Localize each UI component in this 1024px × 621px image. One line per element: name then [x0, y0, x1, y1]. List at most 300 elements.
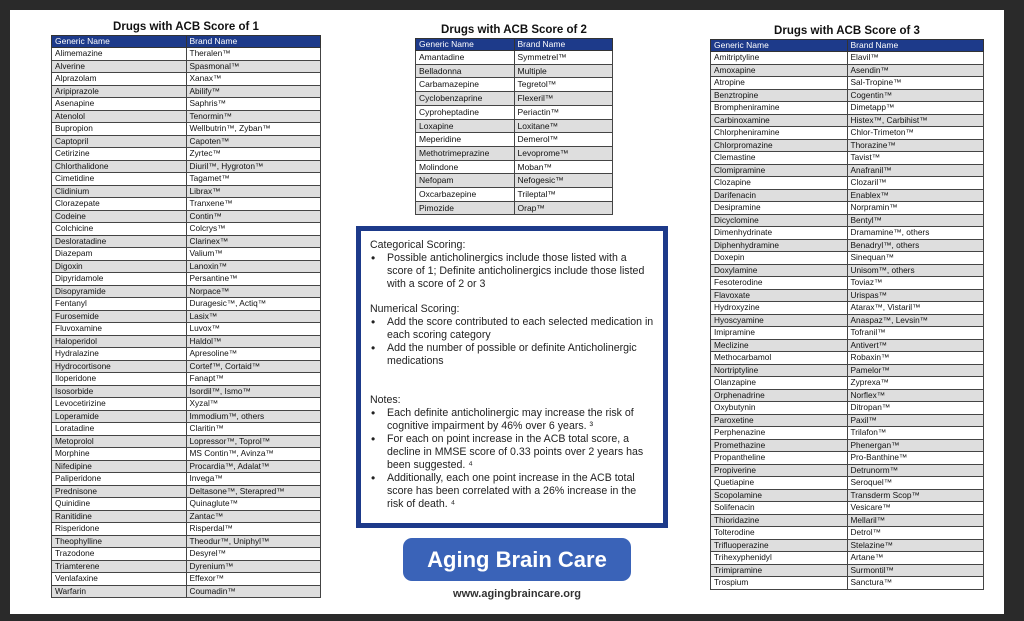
generic-name-cell: Clidinium: [52, 185, 187, 198]
generic-name-cell: Isosorbide: [52, 385, 187, 398]
website-link[interactable]: www.agingbraincare.org: [453, 588, 581, 600]
generic-name-cell: Tolterodine: [711, 527, 848, 540]
table-row: [52, 273, 321, 286]
generic-name-cell: Metoprolol: [52, 435, 187, 448]
generic-name-cell: Loratadine: [52, 423, 187, 436]
table-row: [711, 102, 984, 115]
table-row: [711, 477, 984, 490]
table-row: [711, 339, 984, 352]
generic-name-cell: Levocetirizine: [52, 398, 187, 411]
notes-title: Notes:: [370, 394, 401, 406]
generic-name-cell: Clozapine: [711, 177, 848, 190]
table-row: [52, 135, 321, 148]
generic-name-cell: Molindone: [416, 160, 515, 174]
brand-name-cell: Xyzal™: [186, 398, 321, 411]
table-row: [52, 148, 321, 161]
bullet-item: • Add the number of possible or definite Anticholinergic medications: [387, 342, 654, 368]
generic-name-cell: Fesoterodine: [711, 277, 848, 290]
brand-name-cell: Tranxene™: [186, 198, 321, 211]
brand-name-cell: Theodur™, Uniphyl™: [186, 535, 321, 548]
table-row: [711, 177, 984, 190]
brand-name-cell: Sinequan™: [847, 252, 984, 265]
acb-score-1-section: [51, 19, 321, 598]
generic-name-cell: Dicyclomine: [711, 214, 848, 227]
generic-name-cell: Orphenadrine: [711, 389, 848, 402]
table-row: [711, 352, 984, 365]
bullet-item: • Additionally, each one point increase in the ACB total score has been correlated with a 26% increase in the risk of death. ⁴: [387, 472, 654, 511]
generic-name-cell: Carbinoxamine: [711, 114, 848, 127]
generic-name-cell: Quetiapine: [711, 477, 848, 490]
brand-name-cell: Risperdal™: [186, 523, 321, 536]
table-row: [52, 398, 321, 411]
generic-name-cell: Solifenacin: [711, 502, 848, 515]
brand-name-cell: Sanctura™: [847, 577, 984, 590]
generic-name-cell: Cyclobenzaprine: [416, 92, 515, 106]
generic-name-cell: Prednisone: [52, 485, 187, 498]
table-row: [52, 373, 321, 386]
acb-scale-sheet: [10, 10, 1004, 614]
generic-name-cell: Captopril: [52, 135, 187, 148]
bullet-item: • For each on point increase in the ACB total score, a decline in MMSE score of 0.33 points over 2 years has been suggested. ⁴: [387, 433, 654, 472]
table-row: [711, 314, 984, 327]
table-row: [52, 423, 321, 436]
brand-name-cell: Toviaz™: [847, 277, 984, 290]
brand-name-cell: Artane™: [847, 552, 984, 565]
generic-name-cell: Desipramine: [711, 202, 848, 215]
brand-name-cell: Detrol™: [847, 527, 984, 540]
generic-name-cell: Amantadine: [416, 51, 515, 65]
brand-name-cell: Spasmonal™: [186, 60, 321, 73]
bullet-item: • Add the score contributed to each selected medication in each scoring category: [387, 316, 654, 342]
brand-name-cell: Orap™: [514, 201, 613, 215]
generic-name-cell: Methotrimeprazine: [416, 146, 515, 160]
generic-name-cell: Trihexyphenidyl: [711, 552, 848, 565]
brand-name-cell: Norpace™: [186, 285, 321, 298]
brand-name-cell: Cortef™, Cortaid™: [186, 360, 321, 373]
generic-name-cell: Clemastine: [711, 152, 848, 165]
brand-name-cell: Seroquel™: [847, 477, 984, 490]
generic-name-cell: Desloratadine: [52, 235, 187, 248]
brand-name-cell: Immodium™, others: [186, 410, 321, 423]
table-row: [416, 119, 613, 133]
brand-name-header: Brand Name: [847, 40, 984, 52]
table-row: [711, 427, 984, 440]
table-row: [52, 485, 321, 498]
generic-name-cell: Amoxapine: [711, 64, 848, 77]
table-row: [711, 89, 984, 102]
aging-brain-care-logo: Aging Brain Care: [403, 538, 631, 581]
generic-name-cell: Propiverine: [711, 464, 848, 477]
table-row: [711, 564, 984, 577]
generic-name-cell: Doxepin: [711, 252, 848, 265]
brand-name-cell: Deltasone™, Sterapred™: [186, 485, 321, 498]
table-row: [52, 410, 321, 423]
brand-name-cell: Diuril™, Hygroton™: [186, 160, 321, 173]
generic-name-cell: Meclizine: [711, 339, 848, 352]
table-row: [52, 210, 321, 223]
generic-name-cell: Trifluoperazine: [711, 539, 848, 552]
generic-name-cell: Imipramine: [711, 327, 848, 340]
brand-name-cell: Demerol™: [514, 133, 613, 147]
brand-name-cell: Clarinex™: [186, 235, 321, 248]
brand-name-cell: Dyrenium™: [186, 560, 321, 573]
table-row: [416, 92, 613, 106]
generic-name-cell: Trospium: [711, 577, 848, 590]
generic-name-cell: Clorazepate: [52, 198, 187, 211]
table-row: [711, 264, 984, 277]
brand-name-cell: Valium™: [186, 248, 321, 261]
table-row: [711, 227, 984, 240]
table-row: [52, 323, 321, 336]
brand-name-cell: Colcrys™: [186, 223, 321, 236]
brand-name-cell: Mellaril™: [847, 514, 984, 527]
generic-name-cell: Trimipramine: [711, 564, 848, 577]
generic-name-cell: Trazodone: [52, 548, 187, 561]
brand-name-cell: Tofranil™: [847, 327, 984, 340]
table-row: [711, 514, 984, 527]
table-row: [52, 123, 321, 136]
brand-name-cell: Trilafon™: [847, 427, 984, 440]
generic-name-cell: Asenapine: [52, 98, 187, 111]
generic-name-cell: Furosemide: [52, 310, 187, 323]
brand-name-cell: Asendin™: [847, 64, 984, 77]
acb-score-1-title: Drugs with ACB Score of 1: [113, 21, 259, 33]
table-row: [52, 360, 321, 373]
generic-name-cell: Theophylline: [52, 535, 187, 548]
generic-name-cell: Scopolamine: [711, 489, 848, 502]
generic-name-cell: Warfarin: [52, 585, 187, 598]
brand-name-cell: Desyrel™: [186, 548, 321, 561]
generic-name-cell: Meperidine: [416, 133, 515, 147]
generic-name-cell: Venlafaxine: [52, 573, 187, 586]
table-row: [416, 133, 613, 147]
categorical-scoring-list: [370, 252, 654, 291]
generic-name-cell: Brompheniramine: [711, 102, 848, 115]
brand-name-cell: Bentyl™: [847, 214, 984, 227]
table-row: [416, 188, 613, 202]
table-row: [52, 235, 321, 248]
generic-name-header: Generic Name: [52, 36, 187, 48]
generic-name-cell: Morphine: [52, 448, 187, 461]
brand-name-cell: Sal-Tropine™: [847, 77, 984, 90]
generic-name-cell: Hyoscyamine: [711, 314, 848, 327]
table-row: [711, 302, 984, 315]
brand-name-cell: Quinaglute™: [186, 498, 321, 511]
table-row: [52, 285, 321, 298]
generic-name-cell: Olanzapine: [711, 377, 848, 390]
generic-name-cell: Cyproheptadine: [416, 105, 515, 119]
generic-name-cell: Hydroxyzine: [711, 302, 848, 315]
generic-name-cell: Propantheline: [711, 452, 848, 465]
brand-name-cell: MS Contin™, Avinza™: [186, 448, 321, 461]
generic-name-cell: Perphenazine: [711, 427, 848, 440]
generic-name-cell: Promethazine: [711, 439, 848, 452]
brand-name-cell: Effexor™: [186, 573, 321, 586]
table-row: [52, 535, 321, 548]
brand-name-cell: Isordil™, Ismo™: [186, 385, 321, 398]
table-row: [711, 114, 984, 127]
brand-name-cell: Detrunorm™: [847, 464, 984, 477]
table-row: [52, 548, 321, 561]
table-row: [416, 201, 613, 215]
table-row: [52, 473, 321, 486]
table-row: [711, 189, 984, 202]
brand-name-cell: Norflex™: [847, 389, 984, 402]
brand-name-cell: Tagamet™: [186, 173, 321, 186]
generic-name-cell: Fluvoxamine: [52, 323, 187, 336]
brand-name-cell: Apresoline™: [186, 348, 321, 361]
generic-name-cell: Chlorpromazine: [711, 139, 848, 152]
table-row: [711, 489, 984, 502]
generic-name-cell: Colchicine: [52, 223, 187, 236]
table-row: [416, 105, 613, 119]
table-row: [711, 52, 984, 65]
acb-score-3-title: Drugs with ACB Score of 3: [774, 25, 920, 37]
brand-name-cell: Periactin™: [514, 105, 613, 119]
brand-name-cell: Contin™: [186, 210, 321, 223]
acb-score-3-section: [710, 23, 984, 590]
table-row: [52, 510, 321, 523]
brand-name-cell: Surmontil™: [847, 564, 984, 577]
generic-name-cell: Oxybutynin: [711, 402, 848, 415]
generic-name-cell: Codeine: [52, 210, 187, 223]
table-row: [52, 460, 321, 473]
brand-name-cell: Claritin™: [186, 423, 321, 436]
table-row: [52, 523, 321, 536]
table-row: [711, 289, 984, 302]
brand-name-cell: Chlor-Trimeton™: [847, 127, 984, 140]
generic-name-cell: Diphenhydramine: [711, 239, 848, 252]
brand-name-cell: Luvox™: [186, 323, 321, 336]
table-row: [52, 260, 321, 273]
bullet-item: • Each definite anticholinergic may increase the risk of cognitive impairment by 46% over 6 years. ³: [387, 407, 654, 433]
brand-name-cell: Phenergan™: [847, 439, 984, 452]
table-row: [52, 173, 321, 186]
generic-name-cell: Belladonna: [416, 64, 515, 78]
table-row: [711, 77, 984, 90]
brand-name-cell: Histex™, Carbihist™: [847, 114, 984, 127]
table-row: [52, 335, 321, 348]
brand-name-cell: Tenormin™: [186, 110, 321, 123]
table-row: [52, 385, 321, 398]
brand-name-cell: Capoten™: [186, 135, 321, 148]
table-row: [52, 585, 321, 598]
brand-name-cell: Librax™: [186, 185, 321, 198]
brand-name-cell: Lasix™: [186, 310, 321, 323]
generic-name-cell: Pimozide: [416, 201, 515, 215]
generic-name-cell: Chlorthalidone: [52, 160, 187, 173]
brand-name-cell: Lanoxin™: [186, 260, 321, 273]
numerical-scoring-title: Numerical Scoring:: [370, 303, 460, 315]
table-row: [416, 78, 613, 92]
generic-name-cell: Thioridazine: [711, 514, 848, 527]
generic-name-cell: Quinidine: [52, 498, 187, 511]
generic-name-cell: Ranitidine: [52, 510, 187, 523]
generic-name-cell: Iloperidone: [52, 373, 187, 386]
generic-name-cell: Risperidone: [52, 523, 187, 536]
generic-name-cell: Aripiprazole: [52, 85, 187, 98]
brand-name-cell: Robaxin™: [847, 352, 984, 365]
table-row: [711, 552, 984, 565]
generic-name-cell: Flavoxate: [711, 289, 848, 302]
generic-name-cell: Paliperidone: [52, 473, 187, 486]
generic-name-cell: Darifenacin: [711, 189, 848, 202]
table-row: [711, 277, 984, 290]
brand-name-cell: Benadryl™, others: [847, 239, 984, 252]
table-row: [711, 539, 984, 552]
generic-name-header: Generic Name: [416, 39, 515, 51]
generic-name-cell: Alverine: [52, 60, 187, 73]
table-row: [52, 110, 321, 123]
brand-name-cell: Theralen™: [186, 48, 321, 61]
table-row: [416, 174, 613, 188]
generic-name-cell: Fentanyl: [52, 298, 187, 311]
brand-name-cell: Symmetrel™: [514, 51, 613, 65]
brand-name-cell: Clozaril™: [847, 177, 984, 190]
brand-name-cell: Stelazine™: [847, 539, 984, 552]
generic-name-cell: Oxcarbazepine: [416, 188, 515, 202]
table-row: [52, 223, 321, 236]
notes-list: [370, 407, 654, 511]
table-row: [711, 577, 984, 590]
generic-name-cell: Nefopam: [416, 174, 515, 188]
generic-name-cell: Atenolol: [52, 110, 187, 123]
table-row: [711, 502, 984, 515]
table-row: [711, 164, 984, 177]
table-row: [52, 573, 321, 586]
brand-name-cell: Moban™: [514, 160, 613, 174]
table-row: [711, 214, 984, 227]
brand-name-cell: Anaspaz™, Levsin™: [847, 314, 984, 327]
generic-name-cell: Doxylamine: [711, 264, 848, 277]
generic-name-cell: Atropine: [711, 77, 848, 90]
brand-name-cell: Urispas™: [847, 289, 984, 302]
table-row: [711, 377, 984, 390]
generic-name-cell: Bupropion: [52, 123, 187, 136]
table-row: [52, 448, 321, 461]
table-row: [52, 185, 321, 198]
generic-name-cell: Dipyridamole: [52, 273, 187, 286]
table-row: [52, 298, 321, 311]
generic-name-cell: Digoxin: [52, 260, 187, 273]
brand-name-cell: Nefogesic™: [514, 174, 613, 188]
table-row: [711, 452, 984, 465]
brand-name-cell: Atarax™, Vistaril™: [847, 302, 984, 315]
table-row: [711, 327, 984, 340]
brand-name-cell: Persantine™: [186, 273, 321, 286]
brand-name-header: Brand Name: [186, 36, 321, 48]
generic-name-cell: Alprazolam: [52, 73, 187, 86]
brand-name-cell: Pamelor™: [847, 364, 984, 377]
brand-name-cell: Thorazine™: [847, 139, 984, 152]
table-row: [711, 364, 984, 377]
table-row: [711, 464, 984, 477]
generic-name-cell: Amitriptyline: [711, 52, 848, 65]
table-row: [52, 98, 321, 111]
generic-name-cell: Paroxetine: [711, 414, 848, 427]
table-row: [711, 252, 984, 265]
generic-name-cell: Dimenhydrinate: [711, 227, 848, 240]
table-row: [711, 414, 984, 427]
table-row: [416, 160, 613, 174]
table-row: [52, 435, 321, 448]
generic-name-cell: Diazepam: [52, 248, 187, 261]
brand-name-cell: Enablex™: [847, 189, 984, 202]
numerical-scoring-list: [370, 316, 654, 368]
brand-name-cell: Zyrtec™: [186, 148, 321, 161]
table-row: [711, 152, 984, 165]
brand-name-cell: Transderm Scop™: [847, 489, 984, 502]
table-row: [52, 60, 321, 73]
acb-score-3-table: [710, 39, 984, 590]
brand-name-cell: Abilify™: [186, 85, 321, 98]
generic-name-cell: Clomipramine: [711, 164, 848, 177]
generic-name-cell: Nifedipine: [52, 460, 187, 473]
brand-name-cell: Pro-Banthine™: [847, 452, 984, 465]
table-row: [52, 198, 321, 211]
brand-name-cell: Saphris™: [186, 98, 321, 111]
acb-score-1-table: [51, 35, 321, 598]
table-row: [416, 146, 613, 160]
table-row: [52, 348, 321, 361]
generic-name-cell: Methocarbamol: [711, 352, 848, 365]
table-row: [52, 248, 321, 261]
generic-name-cell: Chlorpheniramine: [711, 127, 848, 140]
generic-name-cell: Triamterene: [52, 560, 187, 573]
bullet-item: • Possible anticholinergics include those listed with a score of 1; Definite anticholinergics include those listed with a score of 2 or 3: [387, 252, 654, 291]
brand-name-cell: Vesicare™: [847, 502, 984, 515]
brand-name-header: Brand Name: [514, 39, 613, 51]
brand-name-cell: Levoprome™: [514, 146, 613, 160]
table-row: [52, 73, 321, 86]
table-row: [711, 389, 984, 402]
brand-name-cell: Invega™: [186, 473, 321, 486]
brand-name-cell: Haldol™: [186, 335, 321, 348]
brand-name-cell: Paxil™: [847, 414, 984, 427]
generic-name-header: Generic Name: [711, 40, 848, 52]
generic-name-cell: Hydrocortisone: [52, 360, 187, 373]
brand-name-cell: Wellbutrin™, Zyban™: [186, 123, 321, 136]
table-row: [711, 202, 984, 215]
table-row: [711, 527, 984, 540]
table-row: [52, 310, 321, 323]
brand-name-cell: Norpramin™: [847, 202, 984, 215]
acb-score-2-section: [415, 22, 613, 215]
generic-name-cell: Hydralazine: [52, 348, 187, 361]
acb-score-2-table: [415, 38, 613, 215]
generic-name-cell: Alimemazine: [52, 48, 187, 61]
brand-name-cell: Dimetapp™: [847, 102, 984, 115]
table-row: [711, 239, 984, 252]
table-row: [711, 127, 984, 140]
brand-name-cell: Tavist™: [847, 152, 984, 165]
generic-name-cell: Loperamide: [52, 410, 187, 423]
brand-name-cell: Loxitane™: [514, 119, 613, 133]
table-row: [52, 498, 321, 511]
generic-name-cell: Cimetidine: [52, 173, 187, 186]
table-row: [711, 64, 984, 77]
brand-name-cell: Anafranil™: [847, 164, 984, 177]
brand-name-cell: Ditropan™: [847, 402, 984, 415]
table-row: [52, 85, 321, 98]
brand-name-cell: Duragesic™, Actiq™: [186, 298, 321, 311]
generic-name-cell: Disopyramide: [52, 285, 187, 298]
table-row: [416, 64, 613, 78]
table-row: [52, 48, 321, 61]
brand-name-cell: Xanax™: [186, 73, 321, 86]
brand-name-cell: Zyprexa™: [847, 377, 984, 390]
brand-name-cell: Lopressor™, Toprol™: [186, 435, 321, 448]
